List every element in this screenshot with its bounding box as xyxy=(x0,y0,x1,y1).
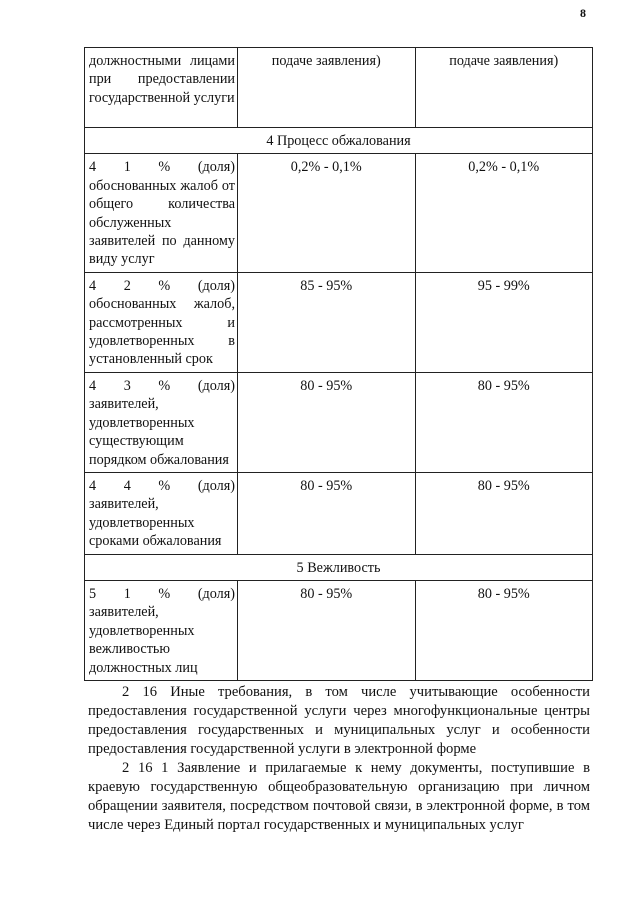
indicator-label: 4 3 % (доля) заявителей, удовлетворенных существующим порядком обжалования xyxy=(85,372,238,472)
indicator-value-1: 80 - 95% xyxy=(238,472,416,554)
indicator-label: 5 1 % (доля) заявителей, удовлетворенных вежливостью должностных лиц xyxy=(85,580,238,680)
table-row xyxy=(85,372,593,472)
paragraph: 2 16 Иные требования, в том числе учитывающие особенности предоставления государственной услуги через многофункциональные центры предоставления государственных и муниципальных услуг и особенности предоставления государственной услуги в электронной форме xyxy=(88,684,590,757)
table-row xyxy=(85,154,593,272)
section-row xyxy=(85,554,593,580)
table-row xyxy=(85,472,593,554)
indicator-label: 4 1 % (доля) обоснованных жалоб от общего количества обслуженных заявителей по данному виду услуг xyxy=(85,154,238,272)
indicator-value-2: 95 - 99% xyxy=(415,272,593,372)
section-title: 4 Процесс обжалования xyxy=(85,128,593,154)
quality-indicators-table xyxy=(84,47,593,681)
section-title: 5 Вежливость xyxy=(85,554,593,580)
indicator-label: должностными лицами при предоставлении государственной услуги xyxy=(85,48,238,128)
indicator-value-2: 80 - 95% xyxy=(415,472,593,554)
indicator-label: 4 2 % (доля) обоснованных жалоб, рассмотренных и удовлетворенных в установленный срок xyxy=(85,272,238,372)
indicator-value-1: подаче заявления) xyxy=(238,48,416,128)
indicator-value-2: 80 - 95% xyxy=(415,580,593,680)
indicator-label: 4 4 % (доля) заявителей, удовлетворенных сроками обжалования xyxy=(85,472,238,554)
indicator-value-2: подаче заявления) xyxy=(415,48,593,128)
table-row xyxy=(85,272,593,372)
table-row xyxy=(85,580,593,680)
indicator-value-1: 85 - 95% xyxy=(238,272,416,372)
table-row xyxy=(85,48,593,128)
indicator-value-2: 80 - 95% xyxy=(415,372,593,472)
indicator-value-1: 80 - 95% xyxy=(238,580,416,680)
indicator-value-2: 0,2% - 0,1% xyxy=(415,154,593,272)
body-text xyxy=(88,683,590,835)
indicator-value-1: 0,2% - 0,1% xyxy=(238,154,416,272)
page-number: 8 xyxy=(580,6,586,20)
section-row xyxy=(85,128,593,154)
indicator-value-1: 80 - 95% xyxy=(238,372,416,472)
paragraph: 2 16 1 Заявление и прилагаемые к нему документы, поступившие в краевую государственную общеобразовательную организацию при личном обращении заявителя, посредством почтовой связи, в электронной форме, в том числе через Единый портал государственных и муниципальных услуг xyxy=(88,760,590,833)
